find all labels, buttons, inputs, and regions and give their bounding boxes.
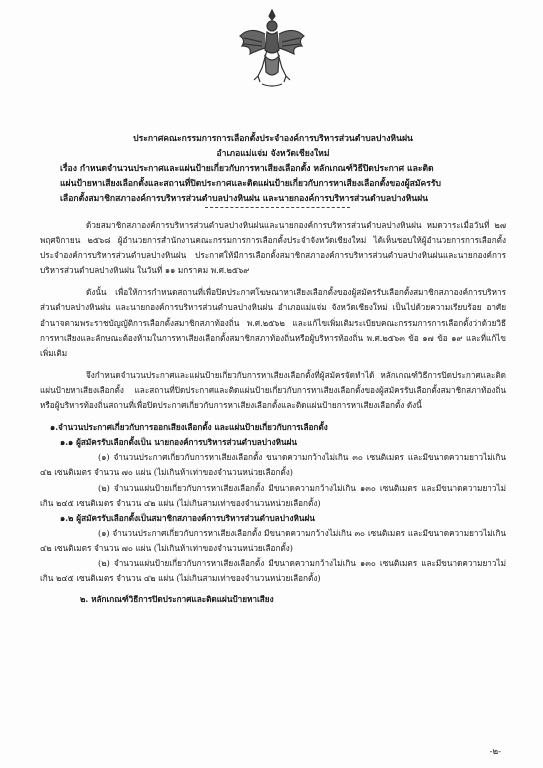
header-subject-line-3: เลือกตั้งสมาชิกสภาองค์การบริหารส่วนตำบลปางหินฝน และนายกองค์การบริหารส่วนตำบลปางหินฝน	[60, 194, 429, 204]
page-number: -๒-	[489, 747, 501, 757]
header-subject-line-1: เรื่อง กำหนดจำนวนประกาศและแผ่นป้ายเกี่ยวกับการหาเสียงเลือกตั้ง หลักเกณฑ์วิธีปิดประกาศ และติด	[60, 164, 434, 174]
header-title: ประกาศคณะกรรมการการเลือกตั้งประจำองค์การบริหารส่วนตำบลปางหินฝน	[133, 134, 413, 144]
garuda-emblem-icon	[236, 6, 308, 90]
paragraph-authority: ดังนั้น เพื่อให้การกำหนดสถานที่เพื่อปิดประกาศโฆษณาหาเสียงเลือกตั้งของผู้สมัครรับเลือกตั้งสมาชิกสภาองค์การบริหารส่วนตำบลปางหินฝน และนายกองค์การบริหารส่วนตำบลปางหินฝน อำเภอแม่แจ่ม จังหวัดเชียงใหม่ เป็นไปด้วยความเรียบร้อย อาศัยอำนาจตามพระราชบัญญัติการเลือกตั้งสมาชิกสภาท้องถิ่น พ.ศ.๒๕๖๒ และแก้ไขเพิ่มเติมระเบียบคณะกรรมการการเลือกตั้งว่าด้วยวิธีการหาเสียงและลักษณะต้องห้ามในการหาเสียงเลือกตั้งสมาชิกสภาท้องถิ่นหรือผู้บริหารท้องถิ่น พ.ศ.๒๕๖๓ ข้อ ๑๗ ข้อ ๑๙ และที่แก้ไขเพิ่มเติม	[40, 287, 506, 358]
section-2-heading: ๒. หลักเกณฑ์วิธีการปิดประกาศและติดแผ่นป้ายหาเสียง	[80, 594, 274, 605]
announcement-header	[40, 132, 506, 207]
paragraph-decision: จึงกำหนดจำนวนประกาศและแผ่นป้ายเกี่ยวกับการหาเสียงเลือกตั้งที่ผู้สมัครจัดทำได้ หลักเกณฑ์วิธีการปิดประกาศและติดแผ่นป้ายหาเสียงเลือกตั้ง และสถานที่ปิดประกาศและติดแผ่นป้ายเกี่ยวกับการหาเสียงเลือกตั้งของผู้สมัครรับเลือกตั้งสมาชิกสภาท้องถิ่นหรือผู้บริหารท้องถิ่นสถานที่เพื่อปิดประกาศเกี่ยวกับการหาเสียงเลือกตั้งและติดแผ่นป้ายการหาเสียงเลือกตั้ง ดังนี้	[40, 369, 506, 411]
subsection-1-2-heading: ๑.๒ ผู้สมัครรับเลือกตั้งเป็นสมาชิกสภาองค์การบริหารส่วนตำบลปางหินฝน	[60, 512, 315, 523]
header-subject-line-2: แผ่นป้ายหาเสียงเลือกตั้งและสถานที่ปิดประกาศและติดแผ่นป้ายเกี่ยวกับการหาเสียงเลือกตั้งของผู้สมัครรับ	[60, 179, 441, 189]
paragraph-intro: ด้วยสมาชิกสภาองค์การบริหารส่วนตำบลปางหินฝนและนายกองค์การบริหารส่วนตำบลปางหินฝน หมดวาระเมื่อวันที่ ๒๗ พฤศจิกายน ๒๕๖๘ ผู้อำนวยการสำนักงานคณะกรรมการการเลือกตั้งประจำจังหวัดเชียงใหม่ ได้เห็นชอบให้ผู้อำนวยการการเลือกตั้งประจำองค์การบริหารส่วนตำบลปางหินฝน ประกาศให้มีการเลือกตั้งสมาชิกสภาองค์การบริหารส่วนตำบลปางหินฝนและนายกองค์การบริหารส่วนตำบลปางหินฝน ในวันที่ ๑๑ มกราคม พ.ศ.๒๕๖๙	[40, 220, 506, 276]
item-1-2-1: (๑) จำนวนประกาศเกี่ยวกับการหาเสียงเลือกตั้ง มีขนาดความกว้างไม่เกิน ๓๐ เซนติเมตร และมีขนาดความยาวไม่เกิน ๔๒ เซนติเมตร จำนวน ๗๐ แผ่น (ไม่เกินห้าเท่าของจำนวนหน่วยเลือกตั้ง)	[40, 527, 506, 553]
subsection-1-1-heading: ๑.๑ ผู้สมัครรับเลือกตั้งเป็น นายกองค์การบริหารส่วนตำบลปางหินฝน	[60, 437, 297, 448]
announcement-body	[40, 218, 506, 614]
header-location: อำเภอแม่แจ่ม จังหวัดเชียงใหม่	[216, 149, 330, 159]
item-1-1-2: (๒) จำนวนแผ่นป้ายเกี่ยวกับการหาเสียงเลือกตั้ง มีขนาดความกว้างไม่เกิน ๑๓๐ เซนติเมตร และมีขนาดความยาวไม่เกิน ๒๔๕ เซนติเมตร จำนวน ๔๒ แผ่น (ไม่เกินสามเท่าของจำนวนหน่วยเลือกตั้ง)	[40, 482, 506, 508]
section-1-heading: ๑.จำนวนประกาศเกี่ยวกับการออกเสียงเลือกตั้ง และแผ่นป้ายเกี่ยวกับการเลือกตั้ง	[50, 422, 328, 433]
item-1-2-2: (๒) จำนวนแผ่นป้ายเกี่ยวกับการหาเสียงเลือกตั้ง มีขนาดความกว้างไม่เกิน ๑๓๐ เซนติเมตร และมีขนาดความยาวไม่เกิน ๒๔๕ เซนติเมตร จำนวน ๔๒ แผ่น (ไม่เกินสามเท่าของจำนวนหน่วยเลือกตั้ง)	[40, 557, 506, 584]
item-1-1-1: (๑) จำนวนประกาศเกี่ยวกับการหาเสียงเลือกตั้ง ขนาดความกว้างไม่เกิน ๓๐ เซนติเมตร และมีขนาดความยาวไม่เกิน ๔๒ เซนติเมตร จำนวน ๗๐ แผ่น (ไม่เกินห้าเท่าของจำนวนหน่วยเลือกตั้ง)	[40, 452, 506, 478]
header-divider	[205, 207, 350, 208]
